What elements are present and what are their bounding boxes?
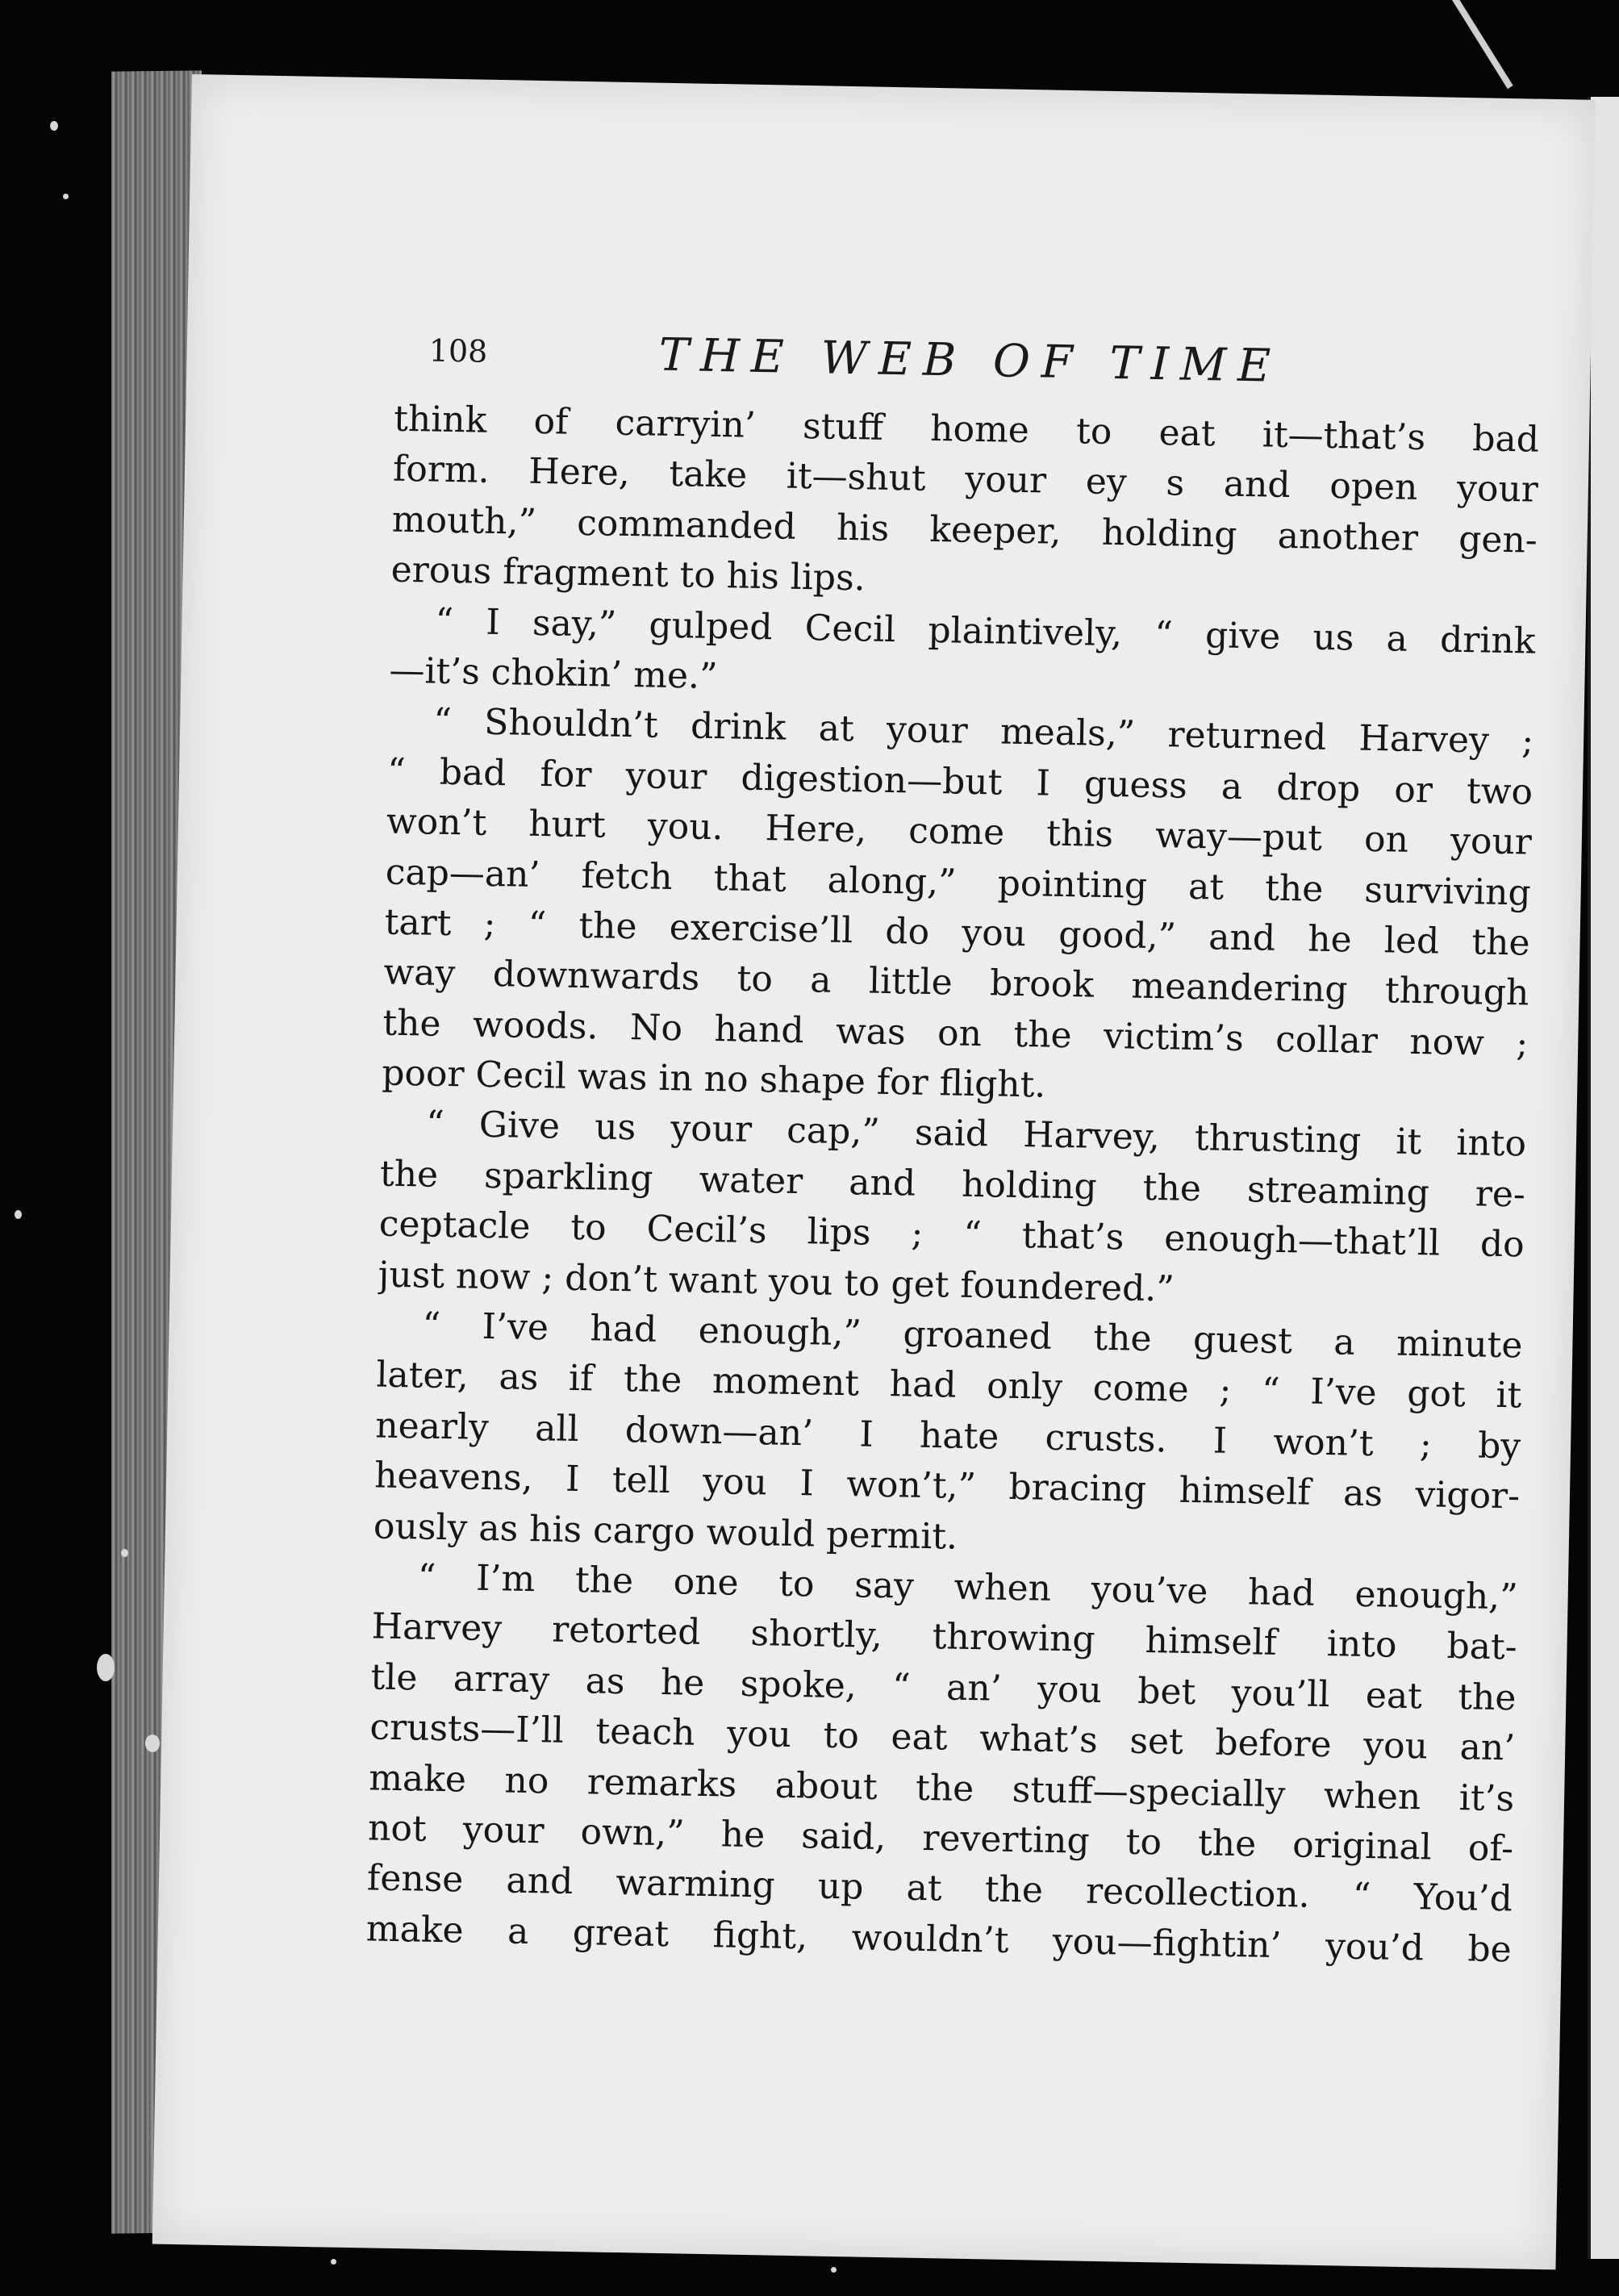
text-line: make no remarks about the stuff—specially when it’s bbox=[368, 1756, 1515, 1819]
text-line: way downwards to a little brook meandering through bbox=[383, 951, 1529, 1014]
text-line: heavens, I tell you I won’t,” bracing himself as vigor- bbox=[373, 1455, 1521, 1517]
scan-speck bbox=[50, 121, 58, 131]
text-line: poor Cecil was in no shape for flight. bbox=[381, 1052, 1046, 1106]
text-line: ously as his cargo would permit. bbox=[373, 1505, 958, 1558]
book-page bbox=[152, 74, 1596, 2269]
scan-speck bbox=[145, 1735, 160, 1752]
text-line: Harvey retorted shortly, throwing himself into bat- bbox=[371, 1605, 1518, 1668]
scan-speck bbox=[15, 1210, 22, 1219]
text-line: not your own,” he said, reverting to the original of- bbox=[367, 1807, 1514, 1870]
page-header bbox=[428, 324, 1478, 408]
text-line: erous fragment to his lips. bbox=[390, 549, 866, 599]
running-title: THE WEB OF TIME bbox=[658, 328, 1283, 393]
scan-speck bbox=[121, 1549, 128, 1557]
page-number: 108 bbox=[428, 332, 488, 369]
text-line: “ Shouldn’t drink at your meals,” returned Harvey ; bbox=[432, 700, 1534, 762]
text-line: won’t hurt you. Here, come this way—put on your bbox=[386, 800, 1533, 863]
text-line: think of carryin’ stuff home to eat it—that’s bad bbox=[393, 398, 1540, 461]
text-line: mouth,” commanded his keeper, holding another gen- bbox=[391, 499, 1538, 561]
text-line: fense and warming up at the recollection. “ You’d bbox=[366, 1857, 1513, 1920]
body-text bbox=[365, 394, 1539, 1976]
text-line: —it’s chokin’ me.” bbox=[389, 649, 718, 698]
text-line: form. Here, take it—shut your ey s and open your bbox=[392, 449, 1539, 511]
text-line: nearly all down—an’ I hate crusts. I won’t ; by bbox=[374, 1405, 1521, 1467]
text-line: “ bad for your digestion—but I guess a drop or two bbox=[386, 750, 1533, 813]
scan-speck bbox=[831, 2267, 837, 2273]
scan-speck bbox=[331, 2259, 336, 2265]
text-line: just now ; don’t want you to get foundered.” bbox=[378, 1254, 1175, 1310]
facing-page-edge bbox=[1588, 97, 1619, 2259]
text-line: “ I say,” gulped Cecil plaintively, “ give us a drink bbox=[435, 600, 1536, 662]
text-line: tle array as he spoke, “ an’ you bet you’ll eat the bbox=[370, 1656, 1517, 1719]
text-line: “ I’m the one to say when you’ve had enough,” bbox=[417, 1556, 1519, 1618]
text-line: the woods. No hand was on the victim’s collar now ; bbox=[382, 1002, 1529, 1065]
scan-speck bbox=[63, 194, 69, 199]
text-line: tart ; “ the exercise’ll do you good,” and he led the bbox=[384, 901, 1531, 964]
text-line: the sparkling water and holding the streaming re- bbox=[379, 1153, 1526, 1216]
scan-fiber bbox=[1452, 0, 1513, 89]
text-line: crusts—I’ll teach you to eat what’s set before you an’ bbox=[369, 1706, 1516, 1769]
text-line: later, as if the moment had only come ; “ I’ve got it bbox=[376, 1354, 1522, 1417]
text-line: “ Give us your cap,” said Harvey, thrusting it into bbox=[425, 1104, 1527, 1165]
scan-speck bbox=[97, 1654, 115, 1681]
text-line: “ I’ve had enough,” groaned the guest a minute bbox=[422, 1305, 1523, 1367]
text-line: ceptacle to Cecil’s lips ; “ that’s enough—that’ll do bbox=[378, 1203, 1525, 1266]
text-line: make a great fight, wouldn’t you—fightin’ you’d be bbox=[365, 1908, 1513, 1971]
text-line: cap—an’ fetch that along,” pointing at the surviving bbox=[385, 851, 1532, 914]
